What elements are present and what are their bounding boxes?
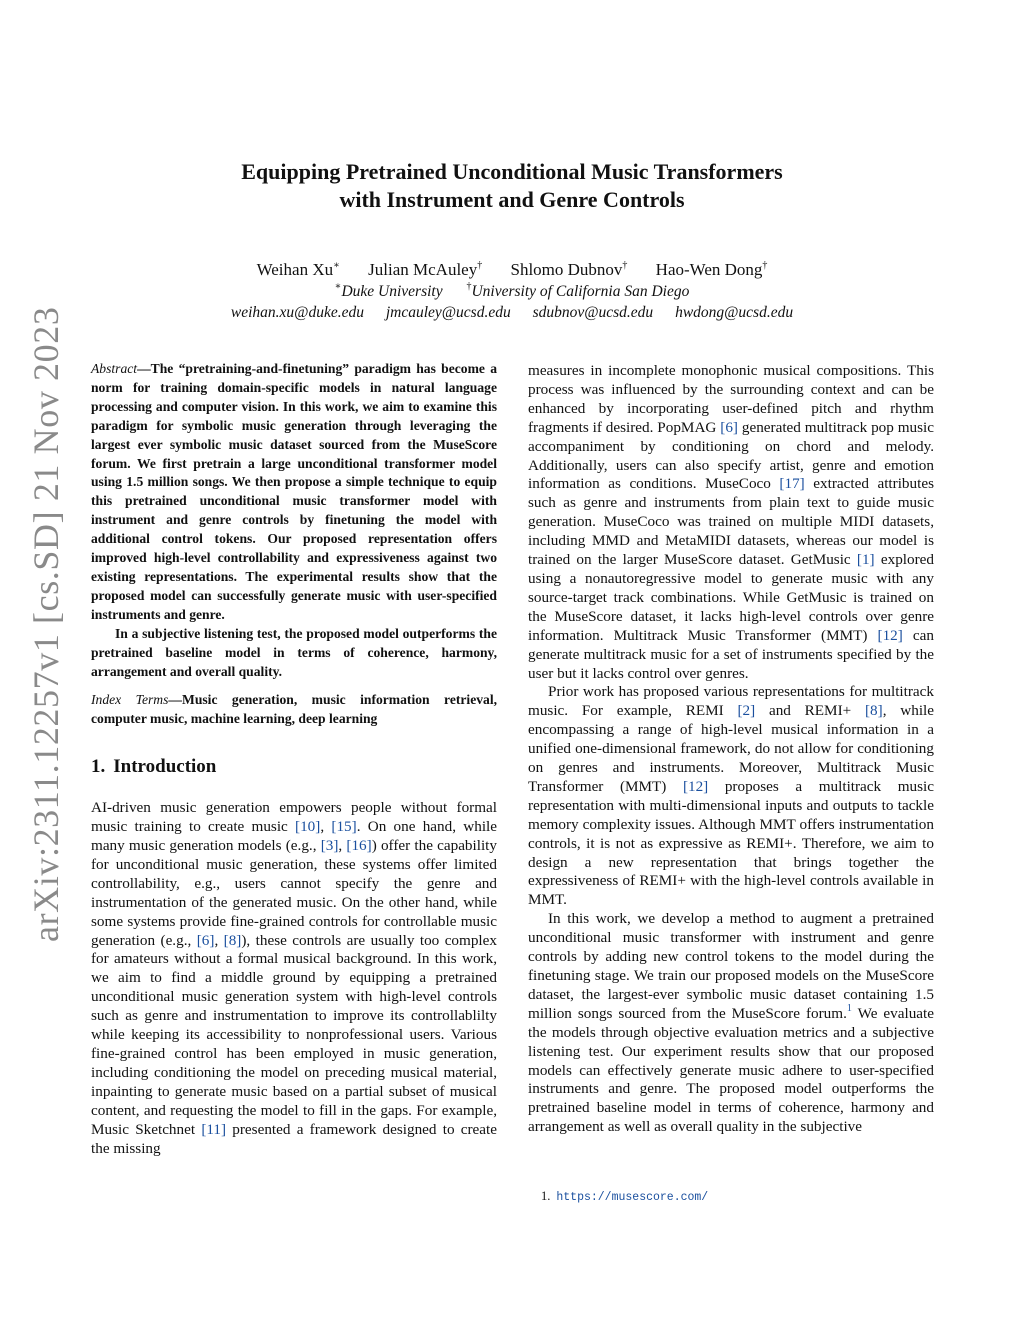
intro-paragraph: Prior work has proposed various representations for multitrack music. For example, REMI [2] and REMI+ [8], while encompassing a range of high-level musical information in a unified one-dimensional framework, do not allow for conditioning on genres and instruments. Moreover, Multitrack Music Transformer (MMT) [12] proposes a multitrack music representation with multi-dimensional inputs and outputs to tackle memory complexity issues. Although MMT offers instrumentation controls, it is not as expressive as REMI+. Therefore, we aim to design a new representation that brings together the expressiveness of REMI+ with the high-level controls available in MMT. xyxy=(528,683,934,909)
title-line-1: Equipping Pretrained Unconditional Music Transformers xyxy=(241,159,783,184)
citation-link[interactable]: [16] xyxy=(346,837,372,855)
author: Shlomo Dubnov† xyxy=(510,260,628,279)
index-terms: Index Terms—Music generation, music information retrieval, computer music, machine learning, deep learning xyxy=(91,692,497,727)
citation-link[interactable]: [17] xyxy=(779,475,805,493)
author: Weihan Xu∗ xyxy=(256,260,340,279)
abstract xyxy=(91,360,497,681)
affiliation: †University of California San Diego xyxy=(466,281,690,300)
email: jmcauley@ucsd.edu xyxy=(385,304,511,321)
affiliation: ∗Duke University xyxy=(334,281,443,300)
footnote xyxy=(541,1188,708,1206)
abstract-label: Abstract xyxy=(91,361,138,376)
footnote-ref[interactable]: 1 xyxy=(846,1002,852,1014)
left-column xyxy=(91,360,497,1158)
email: hwdong@ucsd.edu xyxy=(675,304,794,321)
citation-link[interactable]: [11] xyxy=(201,1120,227,1138)
affiliations xyxy=(0,282,1024,302)
title-line-2: with Instrument and Genre Controls xyxy=(339,187,685,212)
index-terms-label: Index Terms xyxy=(91,692,169,708)
author-list xyxy=(0,259,1024,281)
email-list xyxy=(0,303,1024,323)
author: Hao-Wen Dong† xyxy=(655,260,768,279)
footnote-number: 1. xyxy=(541,1189,551,1203)
paper-title xyxy=(0,158,1024,214)
citation-link[interactable]: [1] xyxy=(856,551,875,569)
right-column xyxy=(528,362,934,1137)
abstract-paragraph: Abstract—The “pretraining-and-finetuning” paradigm has become a norm for training domain-specific models in natural language processing and computer vision. In this work, we aim to examine this paradigm for symbolic music generation through leveraging the largest ever symbolic music dataset sourced from the MuseScore forum. We first pretrain a large unconditional transformer model using 1.5 million songs. We then propose a simple technique to equip this pretrained unconditional music transformer model with instrument and genre controls by finetuning the model with additional control tokens. Our proposed representation offers improved high-level controllability and expressiveness against two existing representations. The experimental results show that the proposed model can successfully generate music with user-specified instruments and genre. xyxy=(91,361,497,622)
intro-paragraph: AI-driven music generation empowers people without formal music training to create music [10], [15]. On one hand, while many music generation models (e.g., [3], [16]) offer the capability for unconditional music generation, these systems offer limited controllability, e.g., users cannot specify the genre and instrumentation of the generated music. On the other hand, while some systems provide fine-grained controls for controllable music generation (e.g., [6], [8]), these controls are usually too complex for amateurs without a formal musical background. In this work, we aim to find a middle ground by equipping a pretrained unconditional music generation system with high-level controls such as genre and instrumentation to improve its controllablilty while keeping its accessibility to nonprofessional users. Various fine-grained control has been employed in music generation, including conditioning the model on preceding musical material, inpainting to generate music based on a partial subset of musical content, and requesting the model to fill in the gaps. For example, Music Sketchnet [11] presented a framework designed to create the missing xyxy=(91,799,497,1157)
email: weihan.xu@duke.edu xyxy=(230,304,364,321)
footnote-url-link[interactable]: https://musescore.com/ xyxy=(556,1191,709,1204)
arxiv-identifier: arXiv:2311.12257v1 [cs.SD] 21 Nov 2023 xyxy=(26,306,66,942)
citation-link[interactable]: [6] xyxy=(196,931,215,949)
citation-link[interactable]: [15] xyxy=(331,818,357,836)
section-heading-introduction: 1. Introduction xyxy=(91,756,217,778)
intro-paragraph: In this work, we develop a method to augment a pretrained unconditional music transformer with instrument and genre controls by adding new control tokens to the model during the finetuning stage. We train our proposed models on the MuseScore dataset, the largest-ever symbolic music dataset containing 1.5 million songs sourced from the MuseScore forum.$^1$ We evaluate the models through objective evaluation metrics and a subjective listening test. Our experiment results show that our proposed models can effectively generate music adhere to user-specified instruments and genre. The proposed model outperforms the pretrained baseline model in terms of coherence, harmony and arrangement as well as overall quality in the subjective xyxy=(528,910,934,1136)
citation-link[interactable]: [8] xyxy=(223,931,242,949)
author: Julian McAuley† xyxy=(368,260,483,279)
citation-link[interactable]: [12] xyxy=(682,777,709,795)
citation-link[interactable]: [10] xyxy=(295,818,321,836)
citation-link[interactable]: [6] xyxy=(720,418,738,436)
citation-link[interactable]: [12] xyxy=(877,626,903,644)
intro-paragraph: measures in incomplete monophonic musical compositions. This process was influenced by the surrounding context and can be enhanced by incorporating user-defined pitch and rhythm fragments if desired. PopMAG [6] generated multitrack pop music accompaniment by conditioning on chord and melody. Additionally, users can also specify artist, genre and emotion information as conditions. MuseCoco [17] extracted attributes such as genre and instruments from plain text to guide music generation. MuseCoco was trained on multiple MIDI datasets, including MMD and MetaMIDI datasets, whereas our model is trained on the larger MuseScore dataset. GetMusic [1] explored using a nonautoregressive model to generate music with any source-target track combinations. While GetMusic is trained on the MuseScore dataset, it lacks high-level controls over genre information. Multitrack Music Transformer (MMT) [12] can generate multitrack music for a set of instruments specified by the user but it lacks control over genres. xyxy=(528,362,935,682)
citation-link[interactable]: [8] xyxy=(864,702,883,720)
citation-link[interactable]: [3] xyxy=(320,837,339,855)
email: sdubnov@ucsd.edu xyxy=(532,304,654,321)
citation-link[interactable]: [2] xyxy=(737,702,756,720)
abstract-paragraph: In a subjective listening test, the proposed model outperforms the pretrained baseline model in terms of coherence, harmony, arrangement and overall quality. xyxy=(91,625,497,679)
